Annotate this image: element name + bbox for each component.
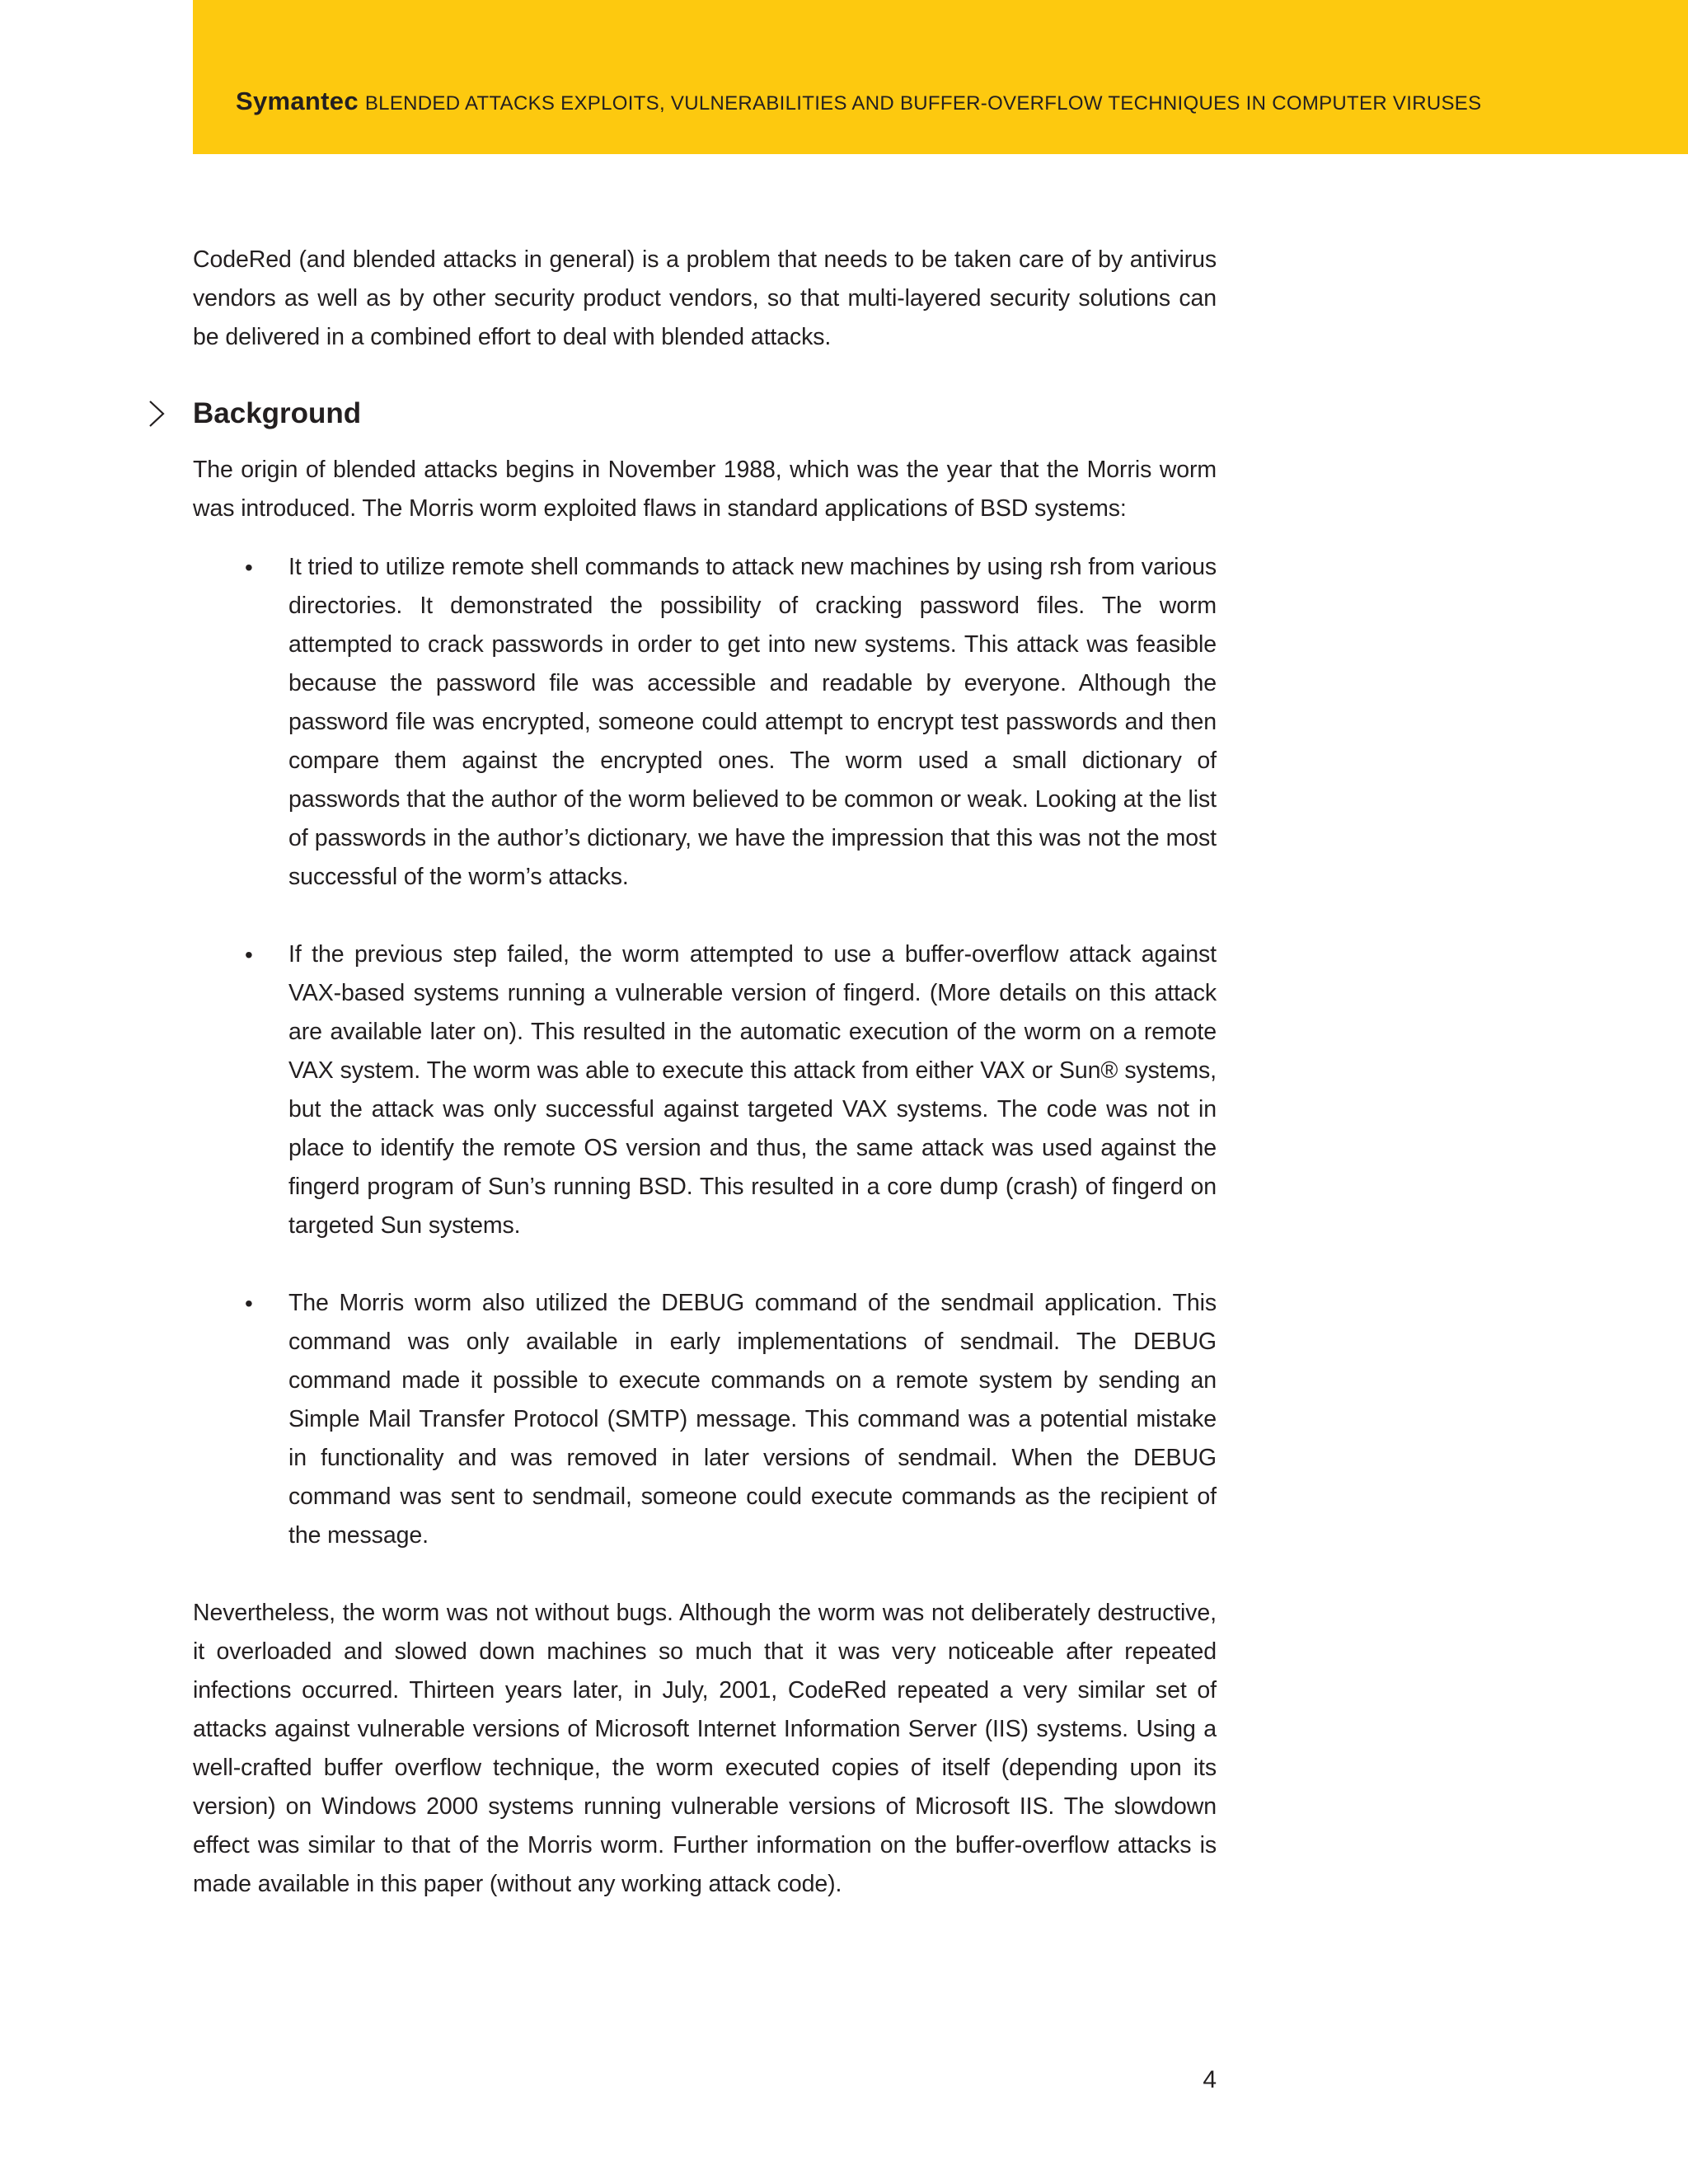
list-item-text: The Morris worm also utilized the DEBUG command of the sendmail application. This command was only available in early implementations of sendmail. The DEBUG command made it possible to execute commands on a remote system by sending an Simple Mail Transfer Protocol (SMTP) message. This command was a potential mistake in functionality and was removed in later versions of sendmail. When the DEBUG command was sent to sendmail, someone could execute commands as the recipient of the message. (288, 1290, 1217, 1549)
closing-paragraph: Nevertheless, the worm was not without bugs. Although the worm was not deliberately destructive, it overloaded and slowed down machines so much that it was very noticeable after repeated infections occurred. Thirteen years later, in July, 2001, CodeRed repeated a very similar set of attacks against vulnerable versions of Microsoft Internet Information Server (IIS) systems. Using a well-crafted buffer overflow technique, the worm executed copies of itself (depending upon its version) on Windows 2000 systems running vulnerable versions of Microsoft IIS. The slowdown effect was similar to that of the Morris worm. Further information on the buffer-overflow attacks is made available in this paper (without any working attack code). (193, 1600, 1217, 1897)
document-title: BLENDED ATTACKS EXPLOITS, VULNERABILITIES AND BUFFER-OVERFLOW TECHNIQUES IN COMPUTER VIRUSES (364, 92, 1482, 115)
running-header (236, 87, 1481, 116)
bullet-list (193, 548, 1217, 1555)
section-title: Background (193, 397, 362, 429)
bullet-marker: • (245, 555, 253, 580)
brand-name: Symantec (236, 87, 359, 115)
list-item (193, 1284, 1217, 1555)
intro-paragraph: The origin of blended attacks begins in November 1988, which was the year that the Morris worm was introduced. The Morris worm exploited flaws in standard applications of BSD systems: (193, 457, 1217, 522)
list-item (193, 548, 1217, 897)
header-band (193, 0, 1688, 154)
list-item-text: It tried to utilize remote shell commands to attack new machines by using rsh from various directories. It demonstrated the possibility of cracking password files. The worm attempted to crack passwords in order to get into new systems. This attack was feasible because the password file was accessible and readable by everyone. Although the password file was encrypted, someone could attempt to encrypt test passwords and then compare them against the encrypted ones. The worm used a small dictionary of passwords that the author of the worm believed to be common or weak. Looking at the list of passwords in the author’s dictionary, we have the impression that this was not the most successful of the worm’s attacks. (288, 554, 1217, 890)
opening-paragraph: CodeRed (and blended attacks in general) is a problem that needs to be taken care of by antivirus vendors as well as by other security product vendors, so that multi-layered security solutions can be delivered in a combined effort to deal with blended attacks. (193, 246, 1217, 350)
bullet-marker: • (245, 1291, 253, 1316)
page-number: 4 (1203, 2066, 1217, 2093)
chevron-right-icon (145, 398, 170, 429)
list-item-text: If the previous step failed, the worm attempted to use a buffer-overflow attack against VAX-based systems running a vulnerable version of fingerd. (More details on this attack are available later on). This resulted in the automatic execution of the worm on a remote VAX system. The worm was able to execute this attack from either VAX or Sun® systems, but the attack was only successful against targeted VAX systems. The code was not in place to identify the remote OS version and thus, the same attack was used against the fingerd program of Sun’s running BSD. This resulted in a core dump (crash) of fingerd on targeted Sun systems. (288, 941, 1217, 1239)
list-item (193, 935, 1217, 1245)
main-content (193, 241, 1217, 1904)
section-heading (193, 393, 1217, 434)
bullet-marker: • (245, 942, 253, 968)
